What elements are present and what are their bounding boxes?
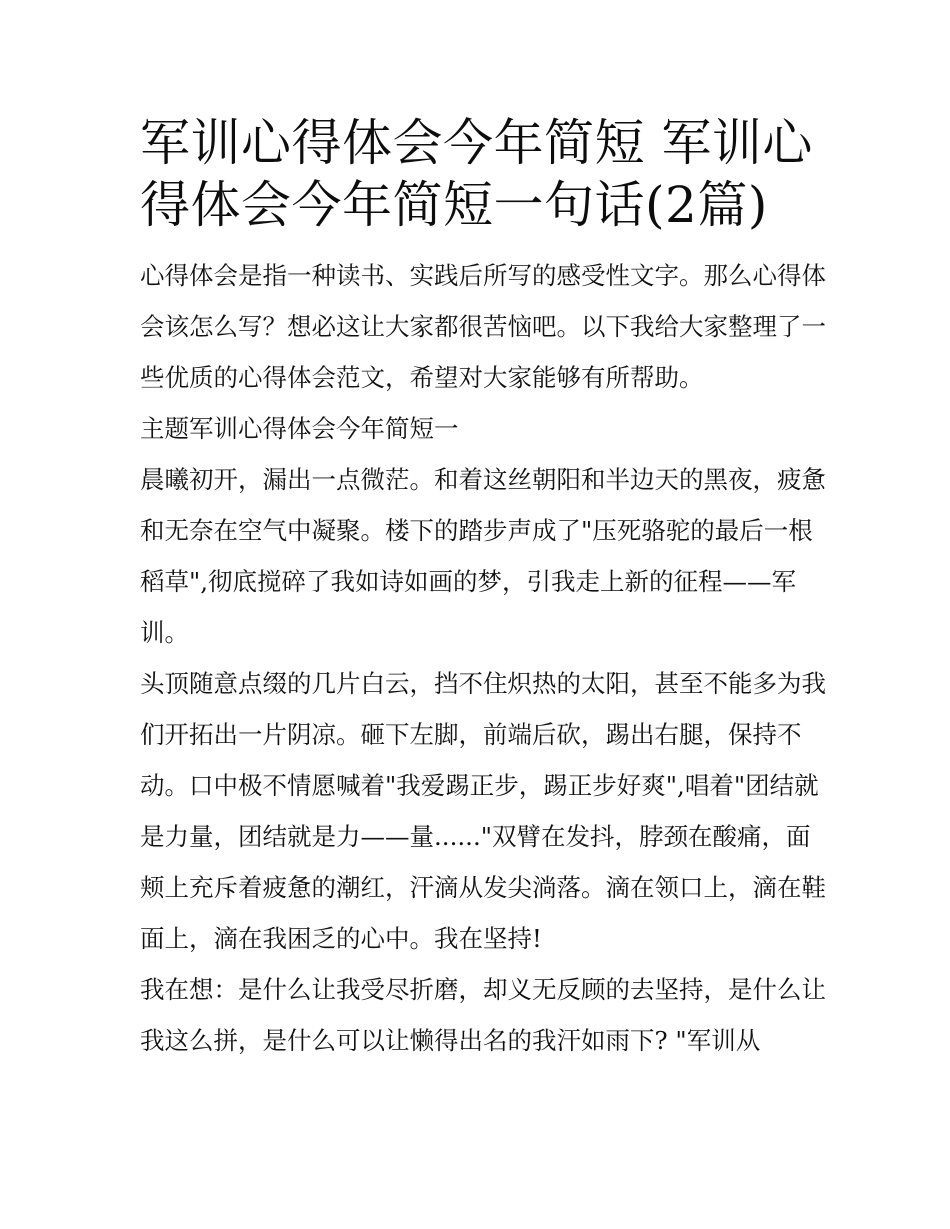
body-paragraph: 晨曦初开，漏出一点微茫。和着这丝朝阳和半边天的黑夜，疲惫和无奈在空气中凝聚。楼下的踏步声成了"压死骆驼的最后一根稻草",彻底搅碎了我如诗如画的梦，引我走上新的征程——军训。 <box>140 465 826 647</box>
document-body <box>140 250 830 1066</box>
document-title: 军训心得体会今年简短 军训心得体会今年简短一句话(2篇) <box>140 114 813 234</box>
section-heading: 主题军训心得体会今年简短一 <box>140 414 459 443</box>
body-paragraph: 我在想：是什么让我受尽折磨，却义无反顾的去坚持，是什么让我这么拼，是什么可以让懒得出名的我汗如雨下? "军训从 <box>140 975 826 1055</box>
document-content <box>140 112 830 1066</box>
intro-paragraph: 心得体会是指一种读书、实践后所写的感受性文字。那么心得体会该怎么写？想必这让大家都很苦恼吧。以下我给大家整理了一些优质的心得体会范文，希望对大家能够有所帮助。 <box>140 261 826 392</box>
body-paragraph: 头顶随意点缀的几片白云，挡不住炽热的太阳，甚至不能多为我们开拓出一片阴凉。砸下左脚，前端后砍，踢出右腿，保持不动。口中极不情愿喊着"我爱踢正步，踢正步好爽",唱着"团结就是力量，团结就是力——量......"双臂在发抖，脖颈在酸痛，面颊上充斥着疲惫的潮红，汗滴从发尖淌落。滴在领口上，滴在鞋面上，滴在我困乏的心中。我在坚持! <box>140 669 826 953</box>
